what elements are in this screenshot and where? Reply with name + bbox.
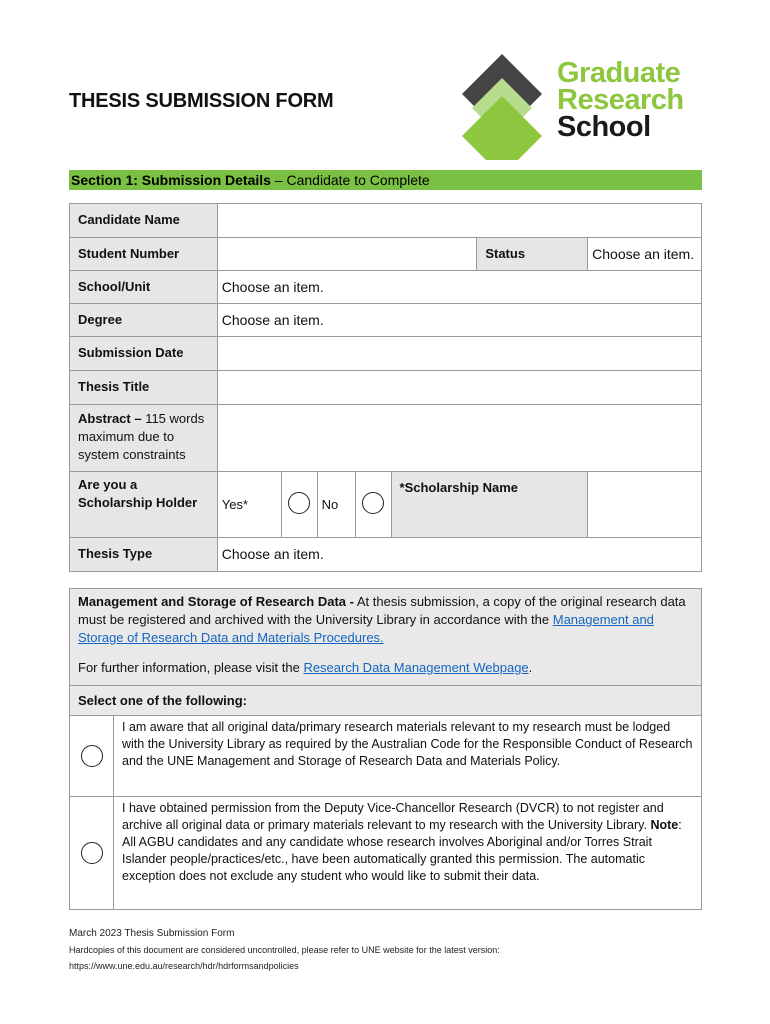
option-dvcr-note: Note	[650, 818, 679, 832]
option-lodge-radio-cell	[70, 716, 114, 796]
footer-form-version: March 2023 Thesis Submission Form	[69, 928, 235, 939]
option-dvcr-text	[114, 797, 701, 909]
option-dvcr-permission	[70, 796, 701, 909]
scholarship-label-line1: Are you a	[78, 477, 138, 492]
row-student-number	[70, 238, 702, 271]
option-lodge-text: I am aware that all original data/primary research materials relevant to my research must be lodged with the University Library as required by the Australian Code for the Responsible Conduct of Research and the UNE Management and Storage of Research Data and Materials Policy.	[122, 720, 693, 768]
abstract-field[interactable]	[217, 405, 701, 472]
row-scholarship	[70, 472, 702, 538]
logo-text	[557, 57, 684, 143]
abstract-label-note: 115 words maximum due to system constraints	[78, 411, 205, 462]
degree-label: Degree	[70, 304, 218, 337]
status-label: Status	[477, 238, 588, 271]
scholarship-no-radio[interactable]	[362, 492, 384, 514]
student-number-label: Student Number	[70, 238, 218, 271]
page-footer	[69, 926, 500, 974]
scholarship-yes-label: Yes*	[217, 472, 281, 538]
candidate-name-field[interactable]	[217, 204, 701, 238]
logo-line-graduate: Graduate	[557, 57, 681, 89]
scholarship-yes-cell	[281, 472, 317, 538]
further-info	[78, 659, 693, 677]
option-dvcr-radio-cell	[70, 797, 114, 909]
degree-dropdown[interactable]: Choose an item.	[217, 304, 701, 337]
research-data-heading: Management and Storage of Research Data -	[78, 594, 354, 609]
option-dvcr-radio[interactable]	[81, 842, 103, 864]
scholarship-no-cell	[355, 472, 391, 538]
option-lodge-radio[interactable]	[81, 745, 103, 767]
thesis-title-field[interactable]	[217, 371, 701, 405]
footer-url: https://www.une.edu.au/research/hdr/hdrformsandpolicies	[69, 961, 299, 971]
further-info-suffix: .	[528, 660, 533, 675]
row-submission-date	[70, 337, 702, 371]
further-info-prefix: For further information, please visit the	[78, 660, 304, 675]
option-lodge-data	[70, 715, 701, 796]
row-abstract	[70, 405, 702, 472]
rdm-webpage-link[interactable]: Research Data Management Webpage	[303, 660, 529, 675]
abstract-label-bold: Abstract –	[78, 411, 142, 426]
section-1-title: Section 1: Submission Details	[71, 172, 271, 188]
footer-disclaimer: Hardcopies of this document are considered uncontrolled, please refer to UNE website for the latest version:	[69, 945, 500, 955]
scholarship-name-field[interactable]	[588, 472, 702, 538]
logo-line-research: Research	[557, 84, 684, 116]
scholarship-label	[70, 472, 218, 538]
research-data-paragraph	[78, 593, 693, 647]
school-unit-dropdown[interactable]: Choose an item.	[217, 271, 701, 304]
row-degree	[70, 304, 702, 337]
submission-date-field[interactable]	[217, 337, 701, 371]
option-dvcr-text-b: : All AGBU candidates and any candidate whose research involves Aboriginal and/or Torres Strait Islander people/practices/etc., have been automatically granted this permission. The automatic exception does not exclude any student who would like to submit their data.	[122, 818, 682, 883]
option-dvcr-text-a: I have obtained permission from the Deputy Vice-Chancellor Research (DVCR) to not register and archive all original data or primary materials relevant to my research with the University Library.	[122, 801, 664, 832]
research-data-info	[70, 589, 701, 685]
thesis-type-label: Thesis Type	[70, 538, 218, 572]
procedures-link[interactable]: Management and Storage of Research Data and Materials Procedures.	[78, 612, 654, 645]
row-thesis-type	[70, 538, 702, 572]
thesis-type-dropdown[interactable]: Choose an item.	[217, 538, 701, 572]
research-data-text: At thesis submission, a copy of the original research data must be registered and archived with the University Library in accordance with the	[78, 594, 686, 627]
scholarship-yes-radio[interactable]	[288, 492, 310, 514]
abstract-label	[70, 405, 218, 472]
section-1-header	[69, 170, 702, 190]
candidate-name-label: Candidate Name	[70, 204, 218, 238]
submission-details-table	[69, 203, 702, 572]
school-unit-label: School/Unit	[70, 271, 218, 304]
section-1-subtitle: – Candidate to Complete	[270, 172, 430, 188]
scholarship-label-line2: Scholarship Holder	[78, 495, 198, 510]
page-title: THESIS SUBMISSION FORM	[69, 90, 334, 112]
row-school-unit	[70, 271, 702, 304]
logo-line-school: School	[557, 111, 651, 143]
row-thesis-title	[70, 371, 702, 405]
row-candidate-name	[70, 204, 702, 238]
thesis-title-label: Thesis Title	[70, 371, 218, 405]
status-dropdown[interactable]: Choose an item.	[588, 238, 702, 271]
scholarship-name-label: *Scholarship Name	[391, 472, 588, 538]
submission-date-label: Submission Date	[70, 337, 218, 371]
research-data-section	[69, 588, 702, 910]
select-one-label: Select one of the following:	[70, 685, 701, 715]
scholarship-no-label: No	[317, 472, 355, 538]
student-number-field[interactable]	[217, 238, 477, 271]
